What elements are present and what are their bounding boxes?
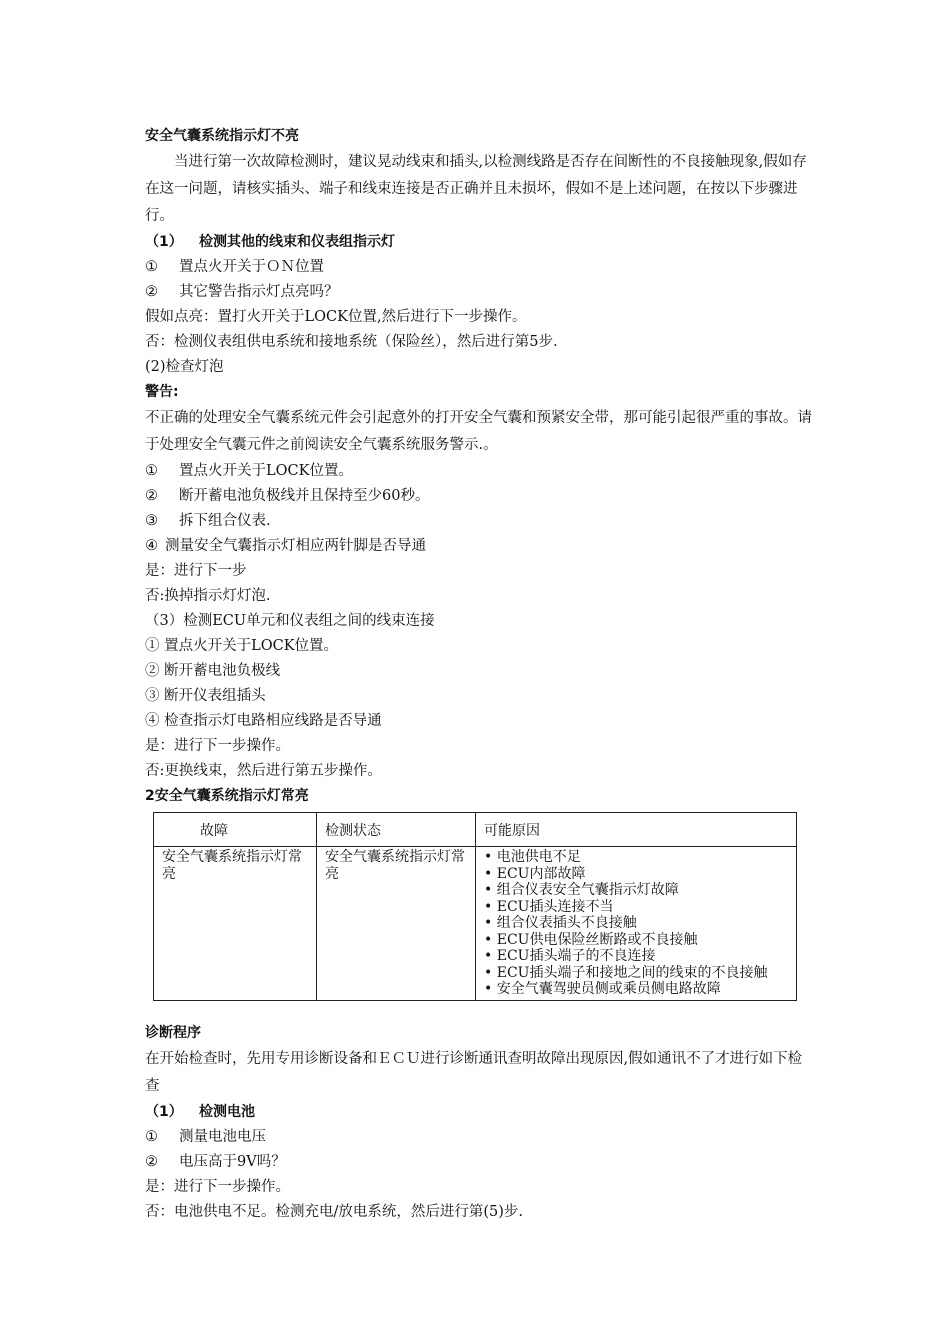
step1-no: 否：检测仪表组供电系统和接地系统（保险丝），然后进行第5步. [145,334,558,350]
intro-paragraph: 当进行第一次故障检测时，建议晃动线束和插头,以检测线路是否存在间断性的不良接触现象,假如存在这一问题，请核实插头、端子和线束连接是否正确并且未损坏，假如不是上述问题，在按以下步骤进行。 [145,154,807,224]
warning-text: 不正确的处理安全气囊系统元件会引起意外的打开安全气囊和预紧安全带，那可能引起很严重的事故。请于处理安全气囊元件之前阅读安全气囊系统服务警示.。 [145,410,812,453]
diagnosis-title: 诊断程序 [145,1025,201,1041]
list-item: ② 断开蓄电池负极线 [145,663,281,679]
section2-title: 2安全气囊系统指示灯常亮 [145,788,309,804]
list-item: ① 置点火开关于LOCK位置。 [145,638,339,654]
step2-yes: 是：进行下一步 [145,563,247,579]
cell-fault: 安全气囊系统指示灯常亮 [154,847,317,1001]
header-fault: 故障 [154,813,317,847]
diagnosis-section [145,1021,815,1225]
list-item: ② 电压高于9V吗？ [145,1154,286,1170]
step2-no: 否:换掉指示灯灯泡. [145,588,271,604]
list-item: ① 置点火开关于LOCK位置。 [145,463,353,479]
cause-item: • ECU供电保险丝断路或不良接触 [484,932,788,949]
table-header-row [154,813,797,847]
step3-heading: （3）检测ECU单元和仪表组之间的线束连接 [145,613,435,629]
list-item: ② 其它警告指示灯点亮吗？ [145,284,339,300]
cause-item: • ECU插头连接不当 [484,899,788,916]
list-item: ② 断开蓄电池负极线并且保持至少60秒。 [145,488,430,504]
table-row [154,847,797,1001]
list-item: ① 置点火开关于ＯＮ位置 [145,259,324,275]
diag-step1-title: 检测电池 [199,1104,255,1120]
step1-heading [145,230,815,255]
document-body [145,124,815,809]
step2-heading: (2)检查灯泡 [145,359,224,375]
step1-yes: 假如点亮：置打火开关于LOCK位置,然后进行下一步操作。 [145,309,527,325]
cause-item: • ECU插头端子的不良连接 [484,948,788,965]
cause-item: • 组合仪表安全气囊指示灯故障 [484,882,788,899]
cell-causes [476,847,797,1001]
header-state: 检测状态 [317,813,476,847]
list-item: ④ 测量安全气囊指示灯相应两针脚是否导通 [145,538,426,554]
cause-item: • ECU插头端子和接地之间的线束的不良接触 [484,965,788,982]
fault-table [153,812,797,1001]
diag-step1-number: （1） [145,1104,183,1120]
step1-number: （1） [145,234,183,250]
list-item: ④ 检查指示灯电路相应线路是否导通 [145,713,382,729]
step3-no: 否:更换线束，然后进行第五步操作。 [145,763,382,779]
diagnosis-intro: 在开始检查时，先用专用诊断设备和ＥＣＵ进行诊断通讯查明故障出现原因,假如通讯不了才进行如下检查 [145,1051,803,1094]
list-item: ③ 断开仪表组插头 [145,688,266,704]
header-causes: 可能原因 [476,813,797,847]
step1-title: 检测其他的线束和仪表组指示灯 [199,234,395,250]
step3-yes: 是：进行下一步操作。 [145,738,290,754]
diag-no: 否：电池供电不足。检测充电/放电系统，然后进行第(5)步. [145,1204,524,1220]
section-title: 安全气囊系统指示灯不亮 [145,128,299,144]
causes-list [484,849,788,998]
cause-item: • 组合仪表插头不良接触 [484,915,788,932]
cause-item: • 电池供电不足 [484,849,788,866]
cause-item: • ECU内部故障 [484,866,788,883]
cell-state: 安全气囊系统指示灯常亮 [317,847,476,1001]
diag-step1-heading [145,1100,815,1125]
list-item: ③ 拆下组合仪表. [145,513,271,529]
diag-yes: 是：进行下一步操作。 [145,1179,290,1195]
list-item: ① 测量电池电压 [145,1129,266,1145]
warning-label: 警告: [145,384,179,400]
cause-item: • 安全气囊驾驶员侧或乘员侧电路故障 [484,981,788,998]
